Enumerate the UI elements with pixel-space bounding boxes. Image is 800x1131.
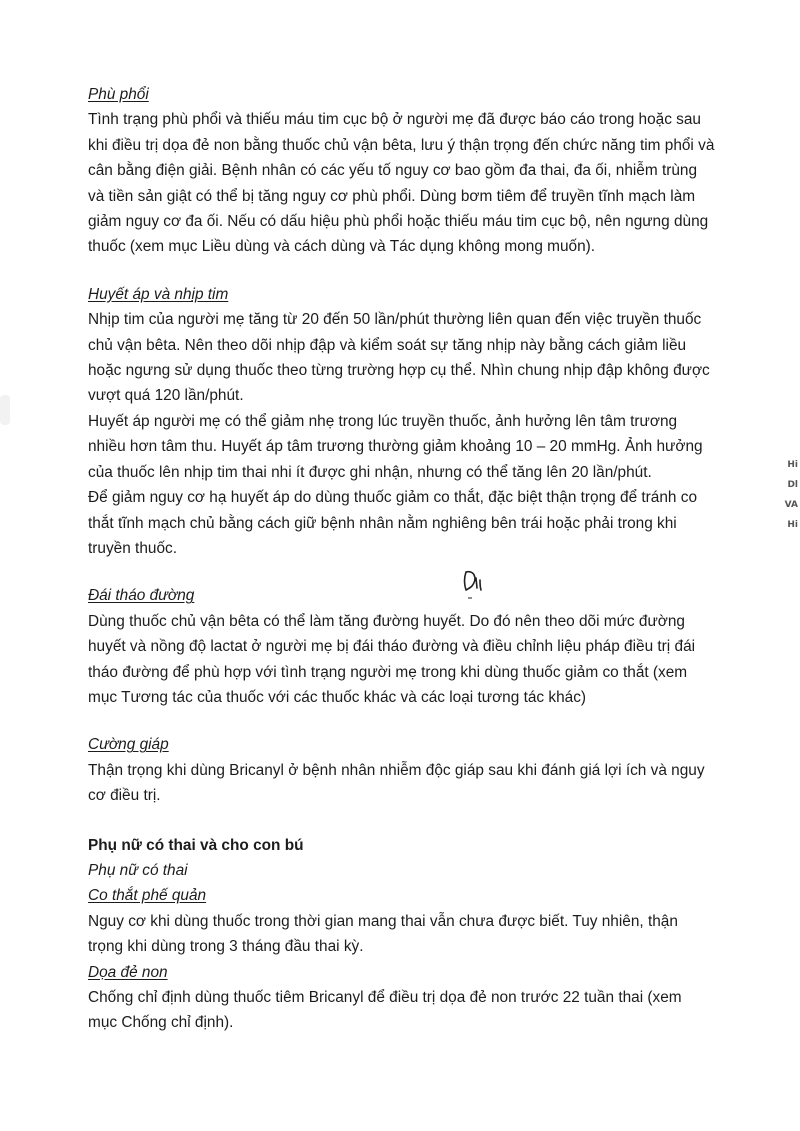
handwritten-initials-mark	[458, 568, 494, 602]
paragraph-line: của thuốc lên nhịp tim thai nhi ít được ghi nhận, nhưng có thể tăng lên 20 lần/phút.	[88, 463, 652, 481]
paragraph-line: cơ điều trị.	[88, 787, 161, 805]
edge-mark: VA	[784, 500, 798, 510]
edge-mark: Dl	[787, 480, 798, 490]
paragraph-line: Dùng thuốc chủ vận bêta có thể làm tăng đường huyết. Do đó nên theo dõi mức đường	[88, 612, 685, 630]
paragraph-line: Nguy cơ khi dùng thuốc trong thời gian mang thai vẫn chưa được biết. Tuy nhiên, thận	[88, 912, 678, 930]
edge-mark: Hi	[787, 460, 798, 470]
paragraph-line: Chống chỉ định dùng thuốc tiêm Bricanyl để điều trị dọa đẻ non trước 22 tuần thai (xem	[88, 989, 682, 1006]
page-edge-stamp-fragment	[772, 440, 800, 800]
subheading-preterm-labor: Dọa đẻ non	[88, 963, 168, 981]
section-heading-pulmonary-edema: Phù phổi	[88, 86, 149, 103]
paragraph-line: truyền thuốc.	[88, 539, 177, 557]
section-diabetes	[88, 583, 752, 710]
section-hyperthyroidism	[88, 732, 752, 808]
paragraph-line: cân bằng điện giải. Bệnh nhân có các yếu tố nguy cơ bao gồm đa thai, đa ối, nhiễm trùng	[88, 162, 698, 180]
subheading-pregnant-women: Phụ nữ có thai	[88, 861, 188, 879]
document-page	[88, 82, 752, 1036]
section-heading-blood-pressure: Huyết áp và nhịp tim	[88, 285, 229, 303]
section-heading-hyperthyroidism: Cường giáp	[88, 736, 169, 754]
paragraph-line: mục Chống chỉ định).	[88, 1014, 234, 1032]
paragraph-line: Huyết áp người mẹ có thể giảm nhẹ trong lúc truyền thuốc, ảnh hưởng lên tâm trương	[88, 412, 678, 430]
section-heading-pregnancy: Phụ nữ có thai và cho con bú	[88, 836, 304, 854]
paragraph-line: trọng khi dùng trong 3 tháng đầu thai kỳ.	[88, 938, 364, 956]
paragraph-line: thuốc (xem mục Liều dùng và cách dùng và Tác dụng không mong muốn).	[88, 238, 596, 256]
edge-mark: Hi	[787, 520, 798, 530]
paragraph-line: thắt tĩnh mạch chủ bằng cách giữ bệnh nhân nằm nghiêng bên trái hoặc phải trong khi	[88, 514, 677, 532]
paragraph-line: hoặc ngưng sử dụng thuốc theo từng trường hợp cụ thể. Nhìn chung nhịp đập không được	[88, 362, 710, 380]
paragraph-line: mục Tương tác của thuốc với các thuốc khác và các loại tương tác khác)	[88, 688, 587, 706]
paragraph-line: Nhịp tim của người mẹ tăng từ 20 đến 50 lần/phút thường liên quan đến việc truyền thuốc	[88, 311, 702, 329]
paragraph-line: giảm nguy cơ đa ối. Nếu có dấu hiệu phù phổi hoặc thiếu máu tim cục bộ, nên ngưng dùng	[88, 213, 709, 231]
section-blood-pressure	[88, 282, 752, 561]
subheading-bronchospasm: Co thắt phế quản	[88, 887, 207, 905]
paragraph-line: huyết và nồng độ lactat ở người mẹ bị đái tháo đường và điều chỉnh liệu pháp điều trị đái	[88, 638, 696, 656]
section-heading-diabetes: Đái tháo đường	[88, 587, 195, 605]
paragraph-line: tháo đường để phù hợp với tình trạng người mẹ trong khi dùng thuốc giảm co thắt (xem	[88, 663, 688, 681]
paragraph-line: nhiều hơn tâm thu. Huyết áp tâm trương thường giảm khoảng 10 – 20 mmHg. Ảnh hưởng	[88, 438, 703, 456]
paragraph-line: vượt quá 120 lần/phút.	[88, 387, 244, 405]
section-pregnancy	[88, 833, 752, 1036]
paragraph-line: Thận trọng khi dùng Bricanyl ở bệnh nhân nhiễm độc giáp sau khi đánh giá lợi ích và nguy	[88, 761, 705, 779]
paragraph-line: Để giảm nguy cơ hạ huyết áp do dùng thuốc giảm co thắt, đặc biệt thận trọng để tránh co	[88, 489, 698, 507]
paragraph-line: và tiền sản giật có thể bị tăng nguy cơ phù phổi. Dùng bơm tiêm để truyền tĩnh mạch làm	[88, 187, 696, 205]
section-pulmonary-edema	[88, 82, 752, 260]
paragraph-line: chủ vận bêta. Nên theo dõi nhịp đập và kiểm soát sự tăng nhịp này bằng cách giảm liều	[88, 336, 687, 354]
scan-smudge	[0, 395, 10, 425]
paragraph-line: khi điều trị dọa đẻ non bằng thuốc chủ vận bêta, lưu ý thận trọng đến chức năng tim phổi và	[88, 136, 715, 154]
paragraph-line: Tình trạng phù phổi và thiếu máu tim cục bộ ở người mẹ đã được báo cáo trong hoặc sau	[88, 111, 701, 129]
